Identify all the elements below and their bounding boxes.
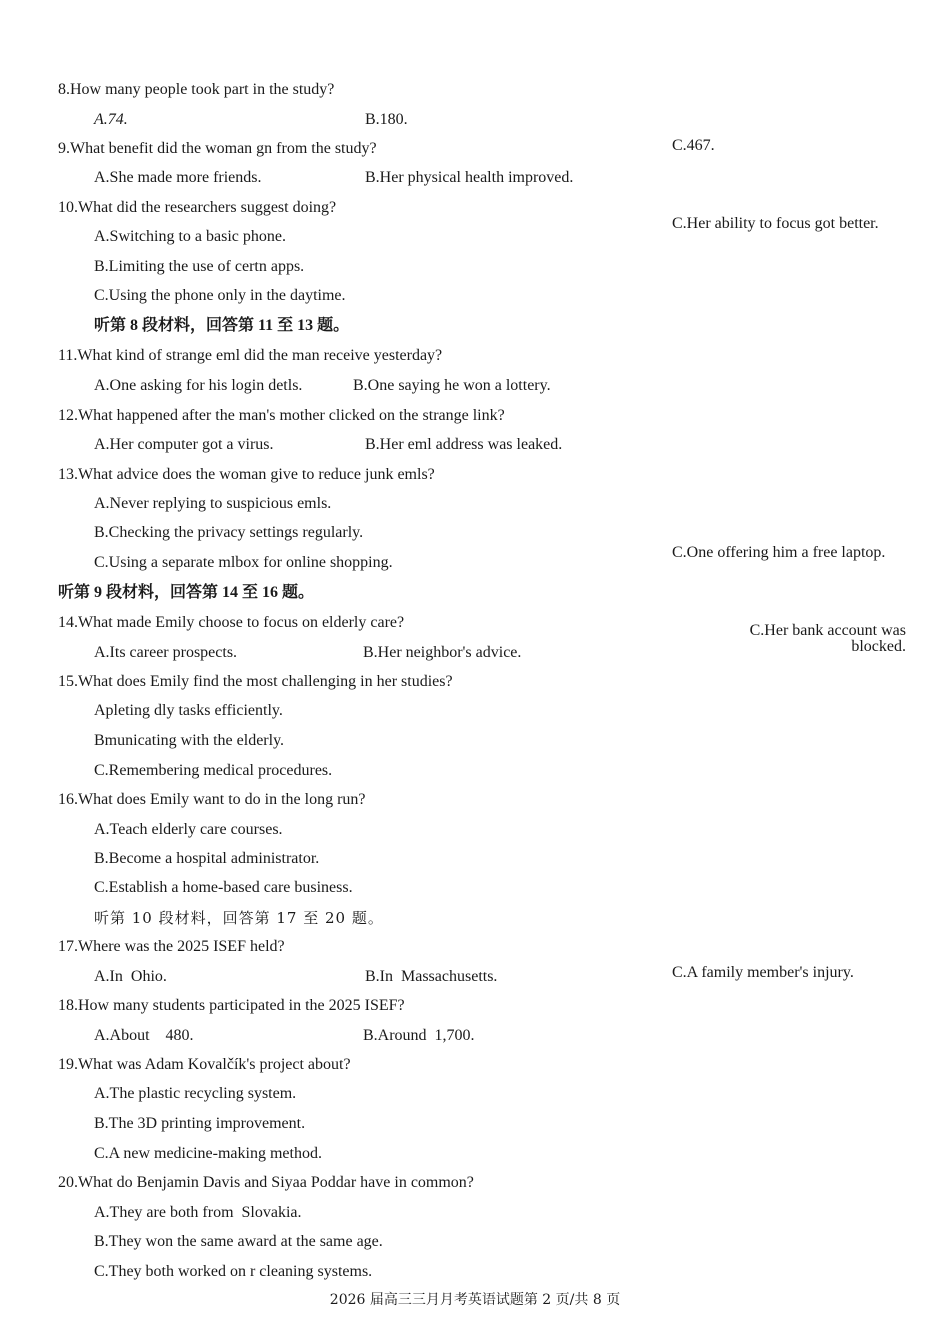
q9-option-a: A.She made more friends.: [94, 169, 262, 186]
question-14: 14.What made Emily choose to focus on elderly care?: [58, 614, 405, 631]
q12-option-a: A.Her computer got a virus.: [94, 436, 274, 453]
q10-option-a: A.Switching to a basic phone.: [94, 228, 286, 245]
question-19: 19.What was Adam Kovalčík's project about?: [58, 1056, 351, 1073]
q20-option-b: B.They won the same award at the same age.: [94, 1233, 383, 1250]
q19-option-a: A.The plastic recycling system.: [94, 1085, 297, 1102]
page-footer: 2026 届高三三月月考英语试题第 2 页/共 8 页: [329, 1292, 621, 1308]
q14-option-a: A.Its career prospects.: [94, 644, 238, 661]
q16-option-a: A.Teach elderly care courses.: [94, 821, 283, 838]
q13-option-b: B.Checking the privacy settings regularly.: [94, 524, 364, 541]
q8-option-a: A.74.: [94, 111, 128, 128]
q20-option-a: A.They are both from Slovakia.: [94, 1204, 302, 1221]
question-10: 10.What did the researchers suggest doing?: [58, 199, 337, 216]
q18-option-b: B.Around 1,700.: [363, 1027, 475, 1044]
q11-option-c: C.One offering him a free laptop.: [672, 544, 886, 561]
q19-option-c: C.A new medicine-making method.: [94, 1145, 322, 1162]
q8-option-b: B.180.: [365, 111, 408, 128]
q13-option-a: A.Never replying to suspicious emls.: [94, 495, 332, 512]
q10-option-c: C.Using the phone only in the daytime.: [94, 287, 346, 304]
q13-option-c: C.Using a separate mlbox for online shopping.: [94, 554, 393, 571]
section-10-heading: 听第 10 段材料，回答第 17 至 20 题。: [94, 909, 384, 927]
q10-option-b: B.Limiting the use of certn apps.: [94, 258, 305, 275]
q12-option-c-line1: C.Her bank account was: [749, 622, 906, 639]
q12-option-c: [750, 623, 906, 655]
q15-option-b: Bmunicating with the elderly.: [94, 732, 285, 749]
q14-option-c: C.A family member's injury.: [672, 964, 854, 981]
question-11: 11.What kind of strange eml did the man receive yesterday?: [58, 347, 443, 364]
q18-option-a: A.About 480.: [94, 1027, 194, 1044]
q16-option-c: C.Establish a home-based care business.: [94, 879, 353, 896]
question-17: 17.Where was the 2025 ISEF held?: [58, 938, 285, 955]
q19-option-b: B.The 3D printing improvement.: [94, 1115, 306, 1132]
q20-option-c: C.They both worked on r cleaning systems.: [94, 1263, 373, 1280]
q9-option-b: B.Her physical health improved.: [365, 169, 574, 186]
q12-option-c-line2: blocked.: [851, 638, 906, 655]
question-18: 18.How many students participated in the 2025 ISEF?: [58, 997, 405, 1014]
question-15: 15.What does Emily find the most challenging in her studies?: [58, 673, 453, 690]
q17-option-b: B.In Massachusetts.: [365, 968, 498, 985]
q11-option-b: B.One saying he won a lottery.: [353, 377, 551, 394]
question-16: 16.What does Emily want to do in the long run?: [58, 791, 366, 808]
section-9-heading: 听第 9 段材料，回答第 14 至 16 题。: [58, 584, 315, 601]
q15-option-c: C.Remembering medical procedures.: [94, 762, 333, 779]
q8-option-c: C.467.: [672, 137, 715, 154]
q11-option-a: A.One asking for his login detls.: [94, 377, 303, 394]
q16-option-b: B.Become a hospital administrator.: [94, 850, 320, 867]
question-20: 20.What do Benjamin Davis and Siyaa Poddar have in common?: [58, 1174, 474, 1191]
question-8: 8.How many people took part in the study?: [58, 81, 335, 98]
question-12: 12.What happened after the man's mother clicked on the strange link?: [58, 407, 505, 424]
q17-option-a: A.In Ohio.: [94, 968, 167, 985]
section-8-heading: 听第 8 段材料，回答第 11 至 13 题。: [94, 317, 350, 334]
q15-option-a: Apleting dly tasks efficiently.: [94, 702, 283, 719]
q14-option-b: B.Her neighbor's advice.: [363, 644, 522, 661]
q9-option-c: C.Her ability to focus got better.: [672, 215, 879, 232]
q12-option-b: B.Her eml address was leaked.: [365, 436, 563, 453]
question-13: 13.What advice does the woman give to reduce junk emls?: [58, 466, 435, 483]
question-9: 9.What benefit did the woman gn from the study?: [58, 140, 377, 157]
